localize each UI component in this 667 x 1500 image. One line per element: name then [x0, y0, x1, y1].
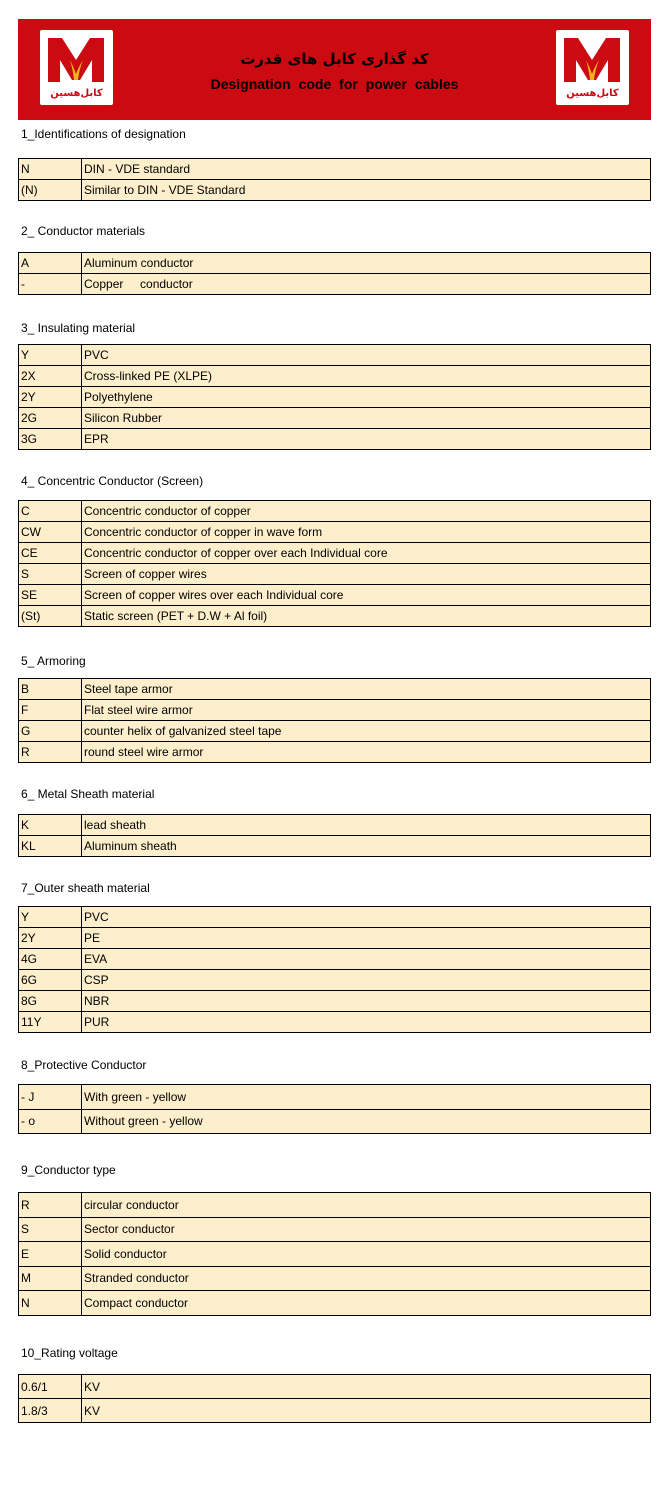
table-row [19, 408, 651, 429]
table-row [19, 253, 651, 274]
table-row [19, 159, 651, 180]
description-cell: Static screen (PET + D.W + Al foil) [82, 606, 651, 627]
table-row [19, 970, 651, 991]
code-cell: - J [19, 1085, 82, 1110]
table-outer-sheath [18, 906, 651, 1033]
description-cell: Concentric conductor of copper over each Individual core [82, 543, 651, 564]
table-row [19, 721, 651, 742]
description-cell: Cross-linked PE (XLPE) [82, 366, 651, 387]
table-row [19, 928, 651, 949]
code-cell: Y [19, 907, 82, 928]
table-insulating-material [18, 344, 651, 450]
description-cell: With green - yellow [82, 1085, 651, 1110]
code-cell: 0.6/1 [19, 1375, 82, 1399]
code-cell: Y [19, 345, 82, 366]
description-cell: EVA [82, 949, 651, 970]
code-cell: (St) [19, 606, 82, 627]
description-cell: circular conductor [82, 1193, 651, 1218]
table-row [19, 742, 651, 763]
code-cell: F [19, 700, 82, 721]
table-row [19, 501, 651, 522]
description-cell: KV [82, 1375, 651, 1399]
description-cell: Flat steel wire armor [82, 700, 651, 721]
description-cell: NBR [82, 991, 651, 1012]
table-row [19, 429, 651, 450]
description-cell: Screen of copper wires over each Individual core [82, 585, 651, 606]
table-row [19, 949, 651, 970]
description-cell: EPR [82, 429, 651, 450]
code-cell: E [19, 1242, 82, 1267]
table-row [19, 1012, 651, 1033]
code-cell: B [19, 679, 82, 700]
code-cell: S [19, 564, 82, 585]
description-cell: Sector conductor [82, 1217, 651, 1242]
code-cell: 2G [19, 408, 82, 429]
code-cell: 6G [19, 970, 82, 991]
table-rating-voltage [18, 1374, 651, 1423]
brand-logo-right [556, 30, 629, 105]
table-row [19, 1217, 651, 1242]
table-row [19, 1375, 651, 1399]
table-protective-conductor [18, 1084, 651, 1134]
table-row [19, 907, 651, 928]
code-cell: R [19, 1193, 82, 1218]
code-cell: SE [19, 585, 82, 606]
section-title-armoring: 5_ Armoring [21, 654, 86, 668]
description-cell: Stranded conductor [82, 1266, 651, 1291]
code-cell: 2Y [19, 387, 82, 408]
code-cell: 2X [19, 366, 82, 387]
table-row [19, 606, 651, 627]
description-cell: CSP [82, 970, 651, 991]
section-title-protective-conductor: 8_Protective Conductor [21, 1058, 147, 1072]
code-cell: CE [19, 543, 82, 564]
table-row [19, 522, 651, 543]
table-row [19, 345, 651, 366]
table-conductor-type [18, 1192, 651, 1316]
description-cell: Screen of copper wires [82, 564, 651, 585]
description-cell: Without green - yellow [82, 1109, 651, 1134]
table-row [19, 991, 651, 1012]
table-row [19, 387, 651, 408]
section-title-rating-voltage: 10_Rating voltage [21, 1346, 118, 1360]
code-cell: - o [19, 1109, 82, 1134]
description-cell: Copper conductor [82, 274, 651, 295]
code-cell: - [19, 274, 82, 295]
code-cell: (N) [19, 180, 82, 201]
table-row [19, 1085, 651, 1110]
table-concentric-conductor [18, 500, 651, 627]
table-row [19, 1266, 651, 1291]
table-armoring [18, 678, 651, 763]
logo-text: کابل‌هسین [50, 88, 103, 99]
code-cell: A [19, 253, 82, 274]
code-cell: S [19, 1217, 82, 1242]
table-row [19, 1193, 651, 1218]
table-row [19, 274, 651, 295]
description-cell: Aluminum sheath [82, 836, 651, 857]
code-cell: KL [19, 836, 82, 857]
description-cell: Concentric conductor of copper in wave form [82, 522, 651, 543]
table-metal-sheath [18, 814, 651, 857]
table-row [19, 1242, 651, 1267]
code-cell: K [19, 815, 82, 836]
code-cell: 3G [19, 429, 82, 450]
description-cell: lead sheath [82, 815, 651, 836]
code-cell: CW [19, 522, 82, 543]
table-row [19, 180, 651, 201]
table-row [19, 543, 651, 564]
table-row [19, 564, 651, 585]
section-title-insulating-material: 3_ Insulating material [21, 321, 136, 335]
description-cell: PVC [82, 345, 651, 366]
title-persian: کد گذاری کابل های قدرت [240, 50, 429, 68]
table-row [19, 1109, 651, 1134]
description-cell: PVC [82, 907, 651, 928]
table-row [19, 679, 651, 700]
description-cell: Polyethylene [82, 387, 651, 408]
description-cell: PE [82, 928, 651, 949]
section-title-conductor-type: 9_Conductor type [21, 1163, 116, 1177]
code-cell: R [19, 742, 82, 763]
table-conductor-materials [18, 252, 651, 295]
table-row [19, 815, 651, 836]
code-cell: C [19, 501, 82, 522]
description-cell: PUR [82, 1012, 651, 1033]
code-cell: 2Y [19, 928, 82, 949]
description-cell: Silicon Rubber [82, 408, 651, 429]
section-title-metal-sheath: 6_ Metal Sheath material [21, 787, 155, 801]
section-title-conductor-materials: 2_ Conductor materials [21, 224, 146, 238]
code-cell: 1.8/3 [19, 1399, 82, 1423]
title-english: Designation code for power cables [210, 76, 459, 92]
description-cell: Solid conductor [82, 1242, 651, 1267]
table-row [19, 1399, 651, 1423]
description-cell: KV [82, 1399, 651, 1423]
description-cell: DIN - VDE standard [82, 159, 651, 180]
header-banner [18, 19, 651, 120]
code-cell: 8G [19, 991, 82, 1012]
code-cell: 11Y [19, 1012, 82, 1033]
logo-text: کابل‌هسین [566, 88, 619, 99]
code-cell: N [19, 159, 82, 180]
table-row [19, 836, 651, 857]
description-cell: counter helix of galvanized steel tape [82, 721, 651, 742]
table-row [19, 366, 651, 387]
description-cell: Similar to DIN - VDE Standard [82, 180, 651, 201]
table-row [19, 700, 651, 721]
table-row [19, 585, 651, 606]
section-title-designation: 1_Identifications of designation [21, 127, 186, 141]
table-row [19, 1291, 651, 1316]
code-cell: N [19, 1291, 82, 1316]
code-cell: 4G [19, 949, 82, 970]
section-title-concentric-conductor: 4_ Concentric Conductor (Screen) [21, 474, 204, 488]
description-cell: Concentric conductor of copper [82, 501, 651, 522]
description-cell: Compact conductor [82, 1291, 651, 1316]
section-title-outer-sheath: 7_Outer sheath material [21, 881, 150, 895]
description-cell: Steel tape armor [82, 679, 651, 700]
table-designation [18, 158, 651, 201]
description-cell: round steel wire armor [82, 742, 651, 763]
description-cell: Aluminum conductor [82, 253, 651, 274]
code-cell: M [19, 1266, 82, 1291]
code-cell: G [19, 721, 82, 742]
